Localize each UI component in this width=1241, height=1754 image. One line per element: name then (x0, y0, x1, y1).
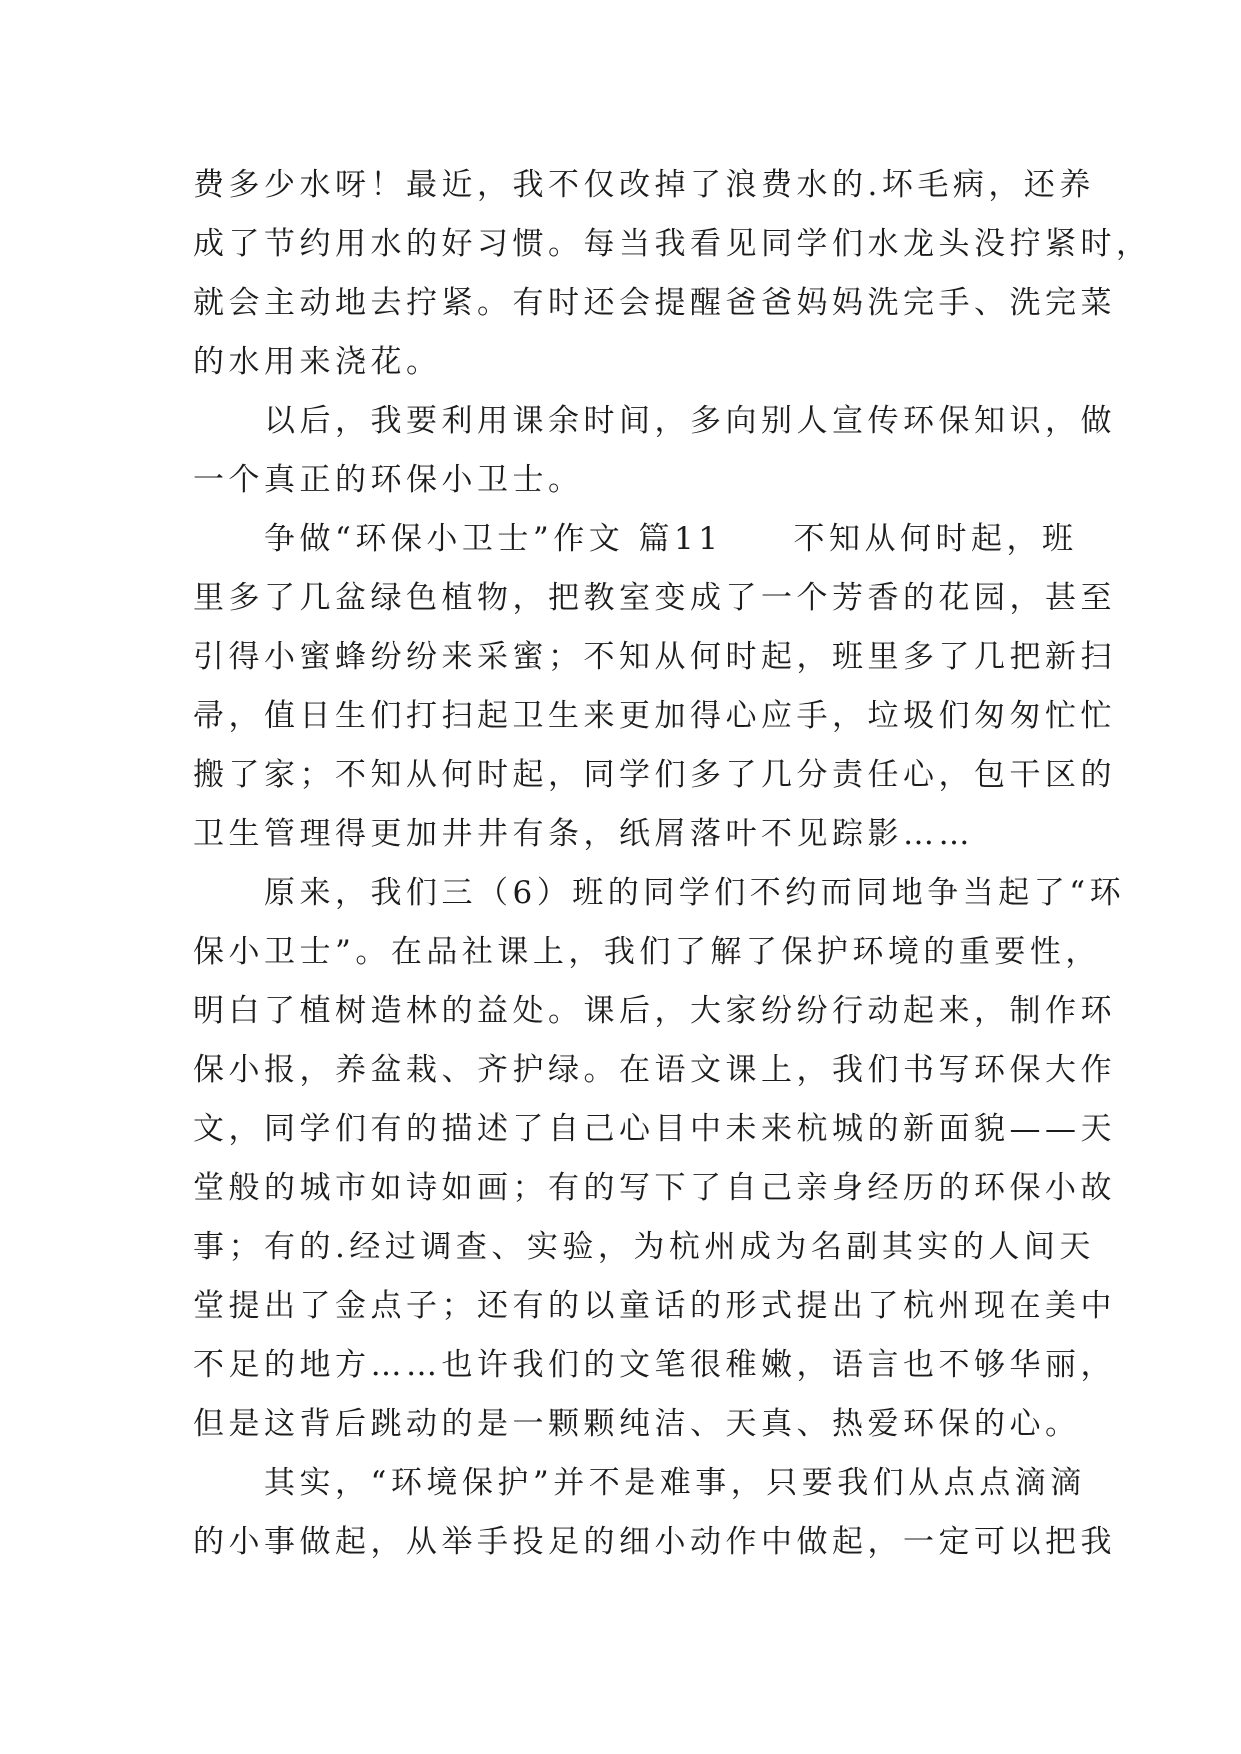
section-heading-line: 争做“环保小卫士”作文 篇11 不知从何时起，班 (193, 521, 1078, 557)
text-line: 里多了几盆绿色植物，把教室变成了一个芳香的花园，甚至 (193, 580, 1116, 616)
text-line: 文，同学们有的描述了自己心目中未来杭城的新面貌——天 (193, 1111, 1116, 1147)
text-line: 保小报，养盆栽、齐护绿。在语文课上，我们书写环保大作 (193, 1052, 1116, 1088)
text-line: 费多少水呀！最近，我不仅改掉了浪费水的.坏毛病，还养 (193, 167, 1095, 203)
text-line: 其实，“环境保护”并不是难事，只要我们从点点滴滴 (193, 1465, 1086, 1501)
text-line: 的小事做起，从举手投足的细小动作中做起，一定可以把我 (193, 1524, 1116, 1560)
text-line: 保小卫士”。在品社课上，我们了解了保护环境的重要性， (193, 934, 1101, 970)
text-line: 堂提出了金点子；还有的以童话的形式提出了杭州现在美中 (193, 1288, 1116, 1324)
text-line: 引得小蜜蜂纷纷来采蜜；不知从何时起，班里多了几把新扫 (193, 639, 1116, 675)
text-line: 堂般的城市如诗如画；有的写下了自己亲身经历的环保小故 (193, 1170, 1116, 1206)
text-line: 搬了家；不知从何时起，同学们多了几分责任心，包干区的 (193, 757, 1116, 793)
text-line: 卫生管理得更加井井有条，纸屑落叶不见踪影…… (193, 816, 974, 852)
text-line: 帚，值日生们打扫起卫生来更加得心应手，垃圾们匆匆忙忙 (193, 698, 1116, 734)
text-line: 的水用来浇花。 (193, 344, 442, 380)
text-line: 但是这背后跳动的是一颗颗纯洁、天真、热爱环保的心。 (193, 1406, 1081, 1442)
text-line: 就会主动地去拧紧。有时还会提醒爸爸妈妈洗完手、洗完菜 (193, 285, 1116, 321)
essay-body (193, 156, 1152, 1572)
text-line: 不足的地方……也许我们的文笔很稚嫩，语言也不够华丽， (193, 1347, 1116, 1383)
text-line: 事；有的.经过调查、实验，为杭州成为名副其实的人间天 (193, 1229, 1095, 1265)
text-line: 明白了植树造林的益处。课后，大家纷纷行动起来，制作环 (193, 993, 1116, 1029)
text-line: 以后，我要利用课余时间，多向别人宣传环保知识，做 (193, 403, 1116, 439)
text-line: 一个真正的环保小卫士。 (193, 462, 584, 498)
text-line: 原来，我们三（6）班的同学们不约而同地争当起了“环 (193, 875, 1126, 911)
text-line: 成了节约用水的好习惯。每当我看见同学们水龙头没拧紧时， (193, 226, 1152, 262)
